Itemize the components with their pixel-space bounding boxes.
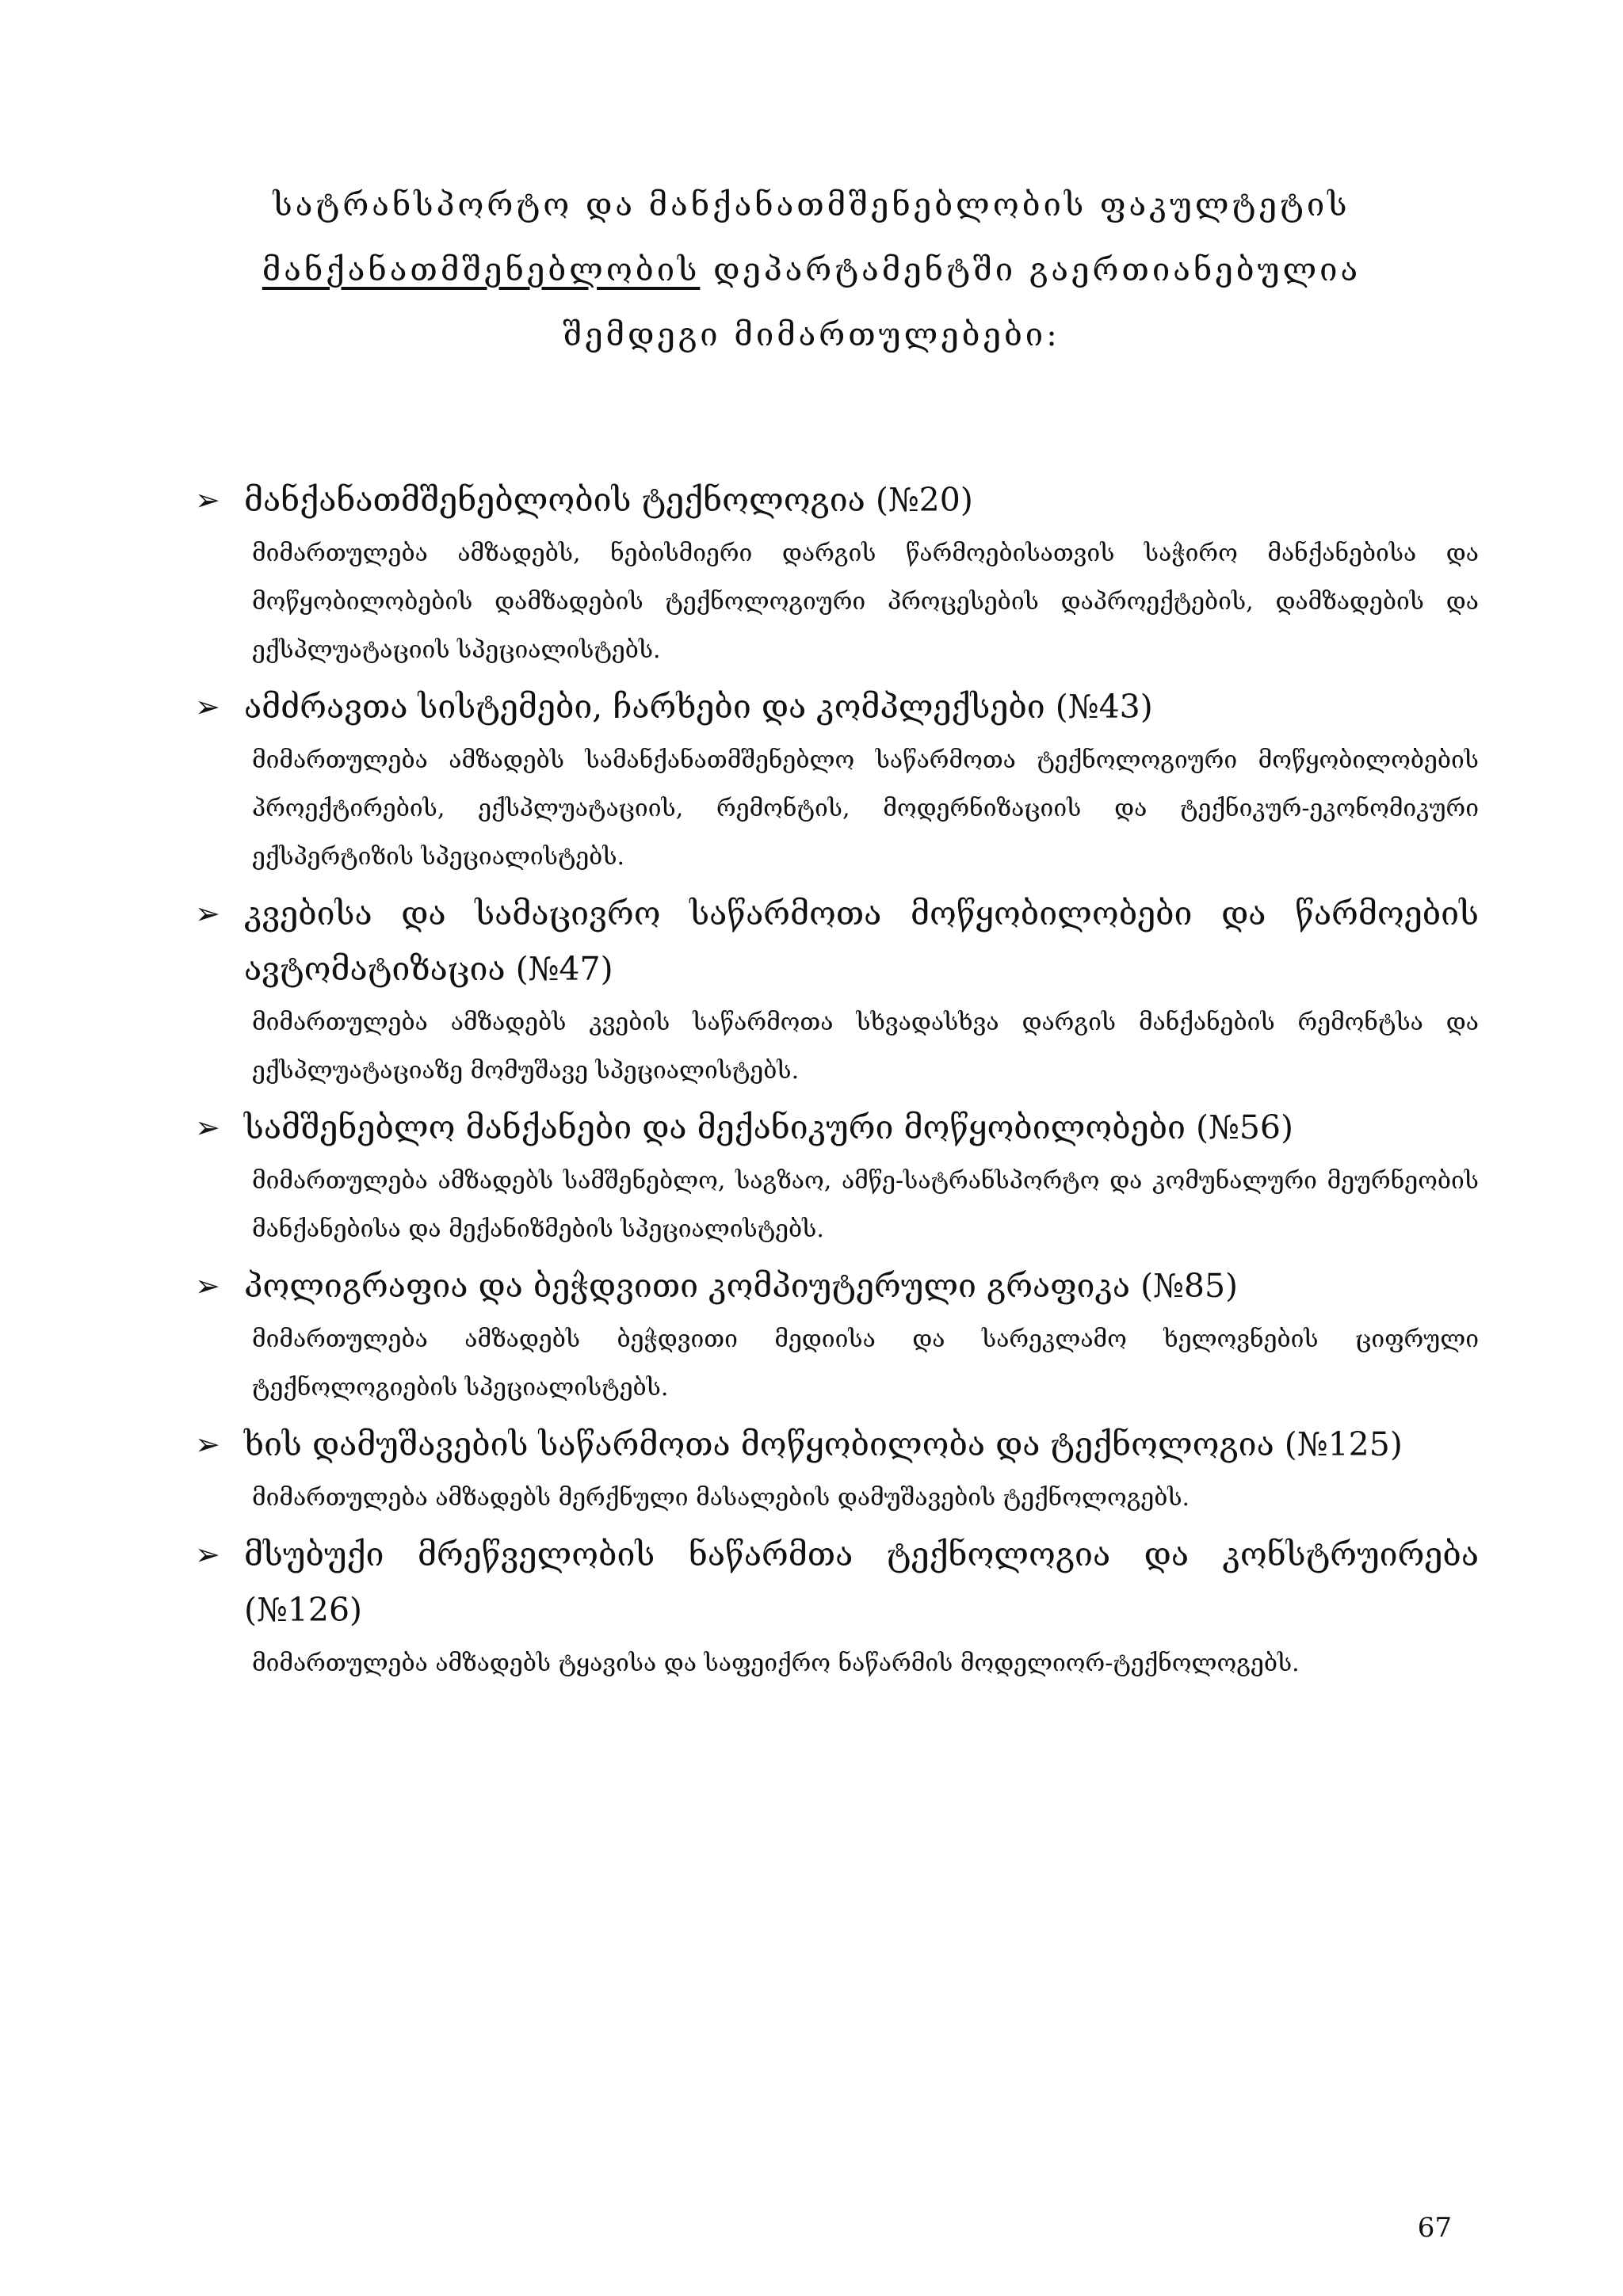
arrow-bullet-icon: ➢	[195, 896, 220, 931]
arrow-bullet-icon: ➢	[195, 689, 220, 724]
program-description: მიმართულება ამზადებს ტყავისა და საფეიქრო ნაწარმის მოდელიორ-ტექნოლოგებს.	[252, 1650, 1300, 1677]
program-list	[195, 472, 1479, 1692]
program-description: მიმართულება ამზადებს ბეჭდვითი მედიისა და სარეკლამო ხელოვნების ციფრული ტექნოლოგიების სპეციალისტებს.	[252, 1325, 1479, 1402]
program-heading: ➢ ამძრავთა სისტემები, ჩარხები და კომპლექსები (№43)	[195, 679, 1479, 734]
arrow-bullet-icon: ➢	[195, 1537, 220, 1572]
program-heading: ➢ სამშენებლო მანქანები და მექანიკური მოწყობილობები (№56)	[195, 1100, 1479, 1155]
program-heading: ➢ პოლიგრაფია და ბეჭდვითი კომპიუტერული გრაფიკა (№85)	[195, 1258, 1479, 1314]
program-heading: ➢ კვებისა და სამაცივრო საწარმოთა მოწყობილობები და წარმოების ავტომატიზაცია (№47)	[195, 886, 1479, 997]
title-line-1: სატრანსპორტო და მანქანათმშენებლობის ფაკულტეტის	[273, 187, 1350, 223]
page-title	[0, 173, 1623, 368]
program-description: მიმართულება ამზადებს მერქნული მასალების დამუშავების ტექნოლოგებს.	[252, 1484, 1190, 1512]
list-item	[195, 1527, 1479, 1688]
program-description: მიმართულება ამზადებს სამანქანათმშენებლო საწარმოთა ტექნოლოგიური მოწყობილობების პროექტირების, ექსპლუატაციის, რემონტის, მოდერნიზაციის და ტექნიკურ-ეკონომიკური ექსპერტიზის სპეციალისტებს.	[252, 746, 1479, 871]
program-heading: ➢ მსუბუქი მრეწველობის ნაწარმთა ტექნოლოგია და კონსტრუირება (№126)	[195, 1527, 1479, 1638]
program-description: მიმართულება ამზადებს კვების საწარმოთა სხვადასხვა დარგის მანქანების რემონტსა და ექსპლუატაციაზე მომუშავე სპეციალისტებს.	[252, 1009, 1479, 1085]
title-line-2	[0, 238, 1623, 303]
arrow-bullet-icon: ➢	[195, 1427, 220, 1462]
list-item	[195, 472, 1479, 674]
arrow-bullet-icon: ➢	[195, 482, 220, 517]
arrow-bullet-icon: ➢	[195, 1268, 220, 1303]
list-item	[195, 886, 1479, 1095]
arrow-bullet-icon: ➢	[195, 1110, 220, 1145]
title-underlined-word: მანქანათმშენებლობის	[262, 252, 701, 288]
list-item	[195, 1100, 1479, 1253]
title-line-3: შემდეგი მიმართულებები:	[563, 317, 1060, 353]
program-heading: ➢ ხის დამუშავების საწარმოთა მოწყობილობა და ტექნოლოგია (№125)	[195, 1417, 1479, 1472]
list-item	[195, 1417, 1479, 1522]
title-line-2-rest: დეპარტამენტში გაერთიანებულია	[700, 252, 1361, 288]
page-number: 67	[1417, 2212, 1452, 2244]
list-item	[195, 1258, 1479, 1412]
program-description: მიმართულება ამზადებს, ნებისმიერი დარგის წარმოებისათვის საჭირო მანქანებისა და მოწყობილობების დამზადების ტექნოლოგიური პროცესების დაპროექტების, დამზადების და ექსპლუატაციის სპეციალისტებს.	[252, 540, 1479, 664]
program-heading: ➢ მანქანათმშენებლობის ტექნოლოგია (№20)	[195, 472, 1479, 528]
program-description: მიმართულება ამზადებს სამშენებლო, საგზაო, ამწე-სატრანსპორტო და კომუნალური მეურნეობის მანქანებისა და მექანიზმების სპეციალისტებს.	[252, 1167, 1479, 1243]
list-item	[195, 679, 1479, 881]
